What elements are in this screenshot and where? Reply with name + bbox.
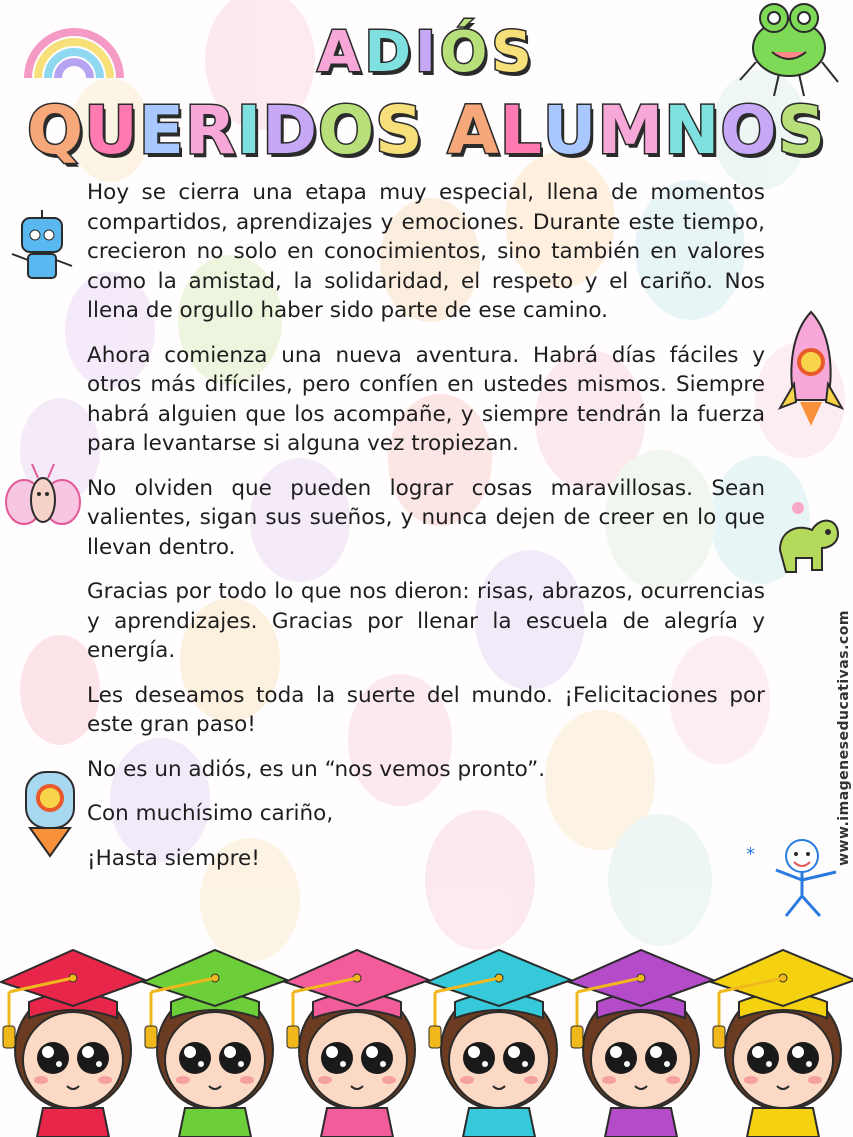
title-letter: I [236,92,263,169]
title-letter: D [262,92,318,169]
title-letter: I [415,20,440,85]
watermark-url: www.imageneseducativas.com [836,610,852,866]
title-letter: S [491,20,536,85]
graduate-child [427,950,571,1137]
graduates-illustration [0,940,853,1137]
title-letter [424,92,448,169]
title-letter: S [777,92,826,169]
title-letter: N [664,92,721,169]
closing-line: Con muchísimo cariño, [87,801,334,826]
title-line-1 [0,20,853,85]
paragraph: Ahora comienza una nueva aventura. Habrá días fáciles y otros más difíciles, pero confíen en ustedes mismos. Siempre habrá alguien que los acompañe, y siempre tendrán la fuerza para levantarse si alguna vez tropiezan. [87,342,765,456]
graduate-child [1,950,145,1137]
title-letter: R [184,92,237,169]
title-letter: O [318,92,376,169]
rocket-icon [16,762,84,858]
farewell-line: ¡Hasta siempre! [87,845,260,871]
title-letter: Q [27,92,85,169]
paragraph: No olviden que pueden lograr cosas maravillosas. Sean valientes, sigan sus sueños, y nunca dejen de creer en lo que llevan dentro. [87,475,765,560]
graduate-child [285,950,429,1137]
graduate-child [711,950,853,1137]
title-letter: L [499,92,543,169]
paragraph: Les deseamos toda la suerte del mundo. ¡Felicitaciones por este gran paso! [87,682,765,737]
paragraph: Gracias por todo lo que nos dieron: risas, abrazos, ocurrencias y aprendizajes. Gracias por llenar la escuela de alegría y energía. [87,579,765,663]
title-letter: D [364,20,416,85]
paragraph: Hoy se cierra una etapa muy especial, llena de momentos compartidos, aprendizajes y emociones. Durante este tiempo, crecieron no solo en conocimientos, sino también en valores como la amistad, la solidaridad, el respeto y el cariño. Nos llena de orgullo haber sido parte de ese camino. [87,180,765,323]
title-letter: S [375,92,424,169]
rocket-icon [778,308,844,428]
title-letter: E [138,92,185,169]
graduate-child [143,950,287,1137]
title-letter: U [84,92,139,169]
robot-icon [8,210,78,288]
letter-body [87,178,765,888]
dinosaur-icon [768,500,848,590]
graduate-child [569,950,713,1137]
title-letter: A [317,20,365,85]
title-letter: Ó [439,20,492,85]
title-line-2 [0,92,853,169]
title-letter: O [720,92,778,169]
butterfly-icon [4,460,82,550]
title-letter: U [542,92,598,169]
paragraph: No es un adiós, es un “nos vemos pronto”. [87,756,546,782]
title-letter: A [447,92,500,169]
svg-text:*: * [746,844,755,865]
title-letter: M [597,92,665,169]
